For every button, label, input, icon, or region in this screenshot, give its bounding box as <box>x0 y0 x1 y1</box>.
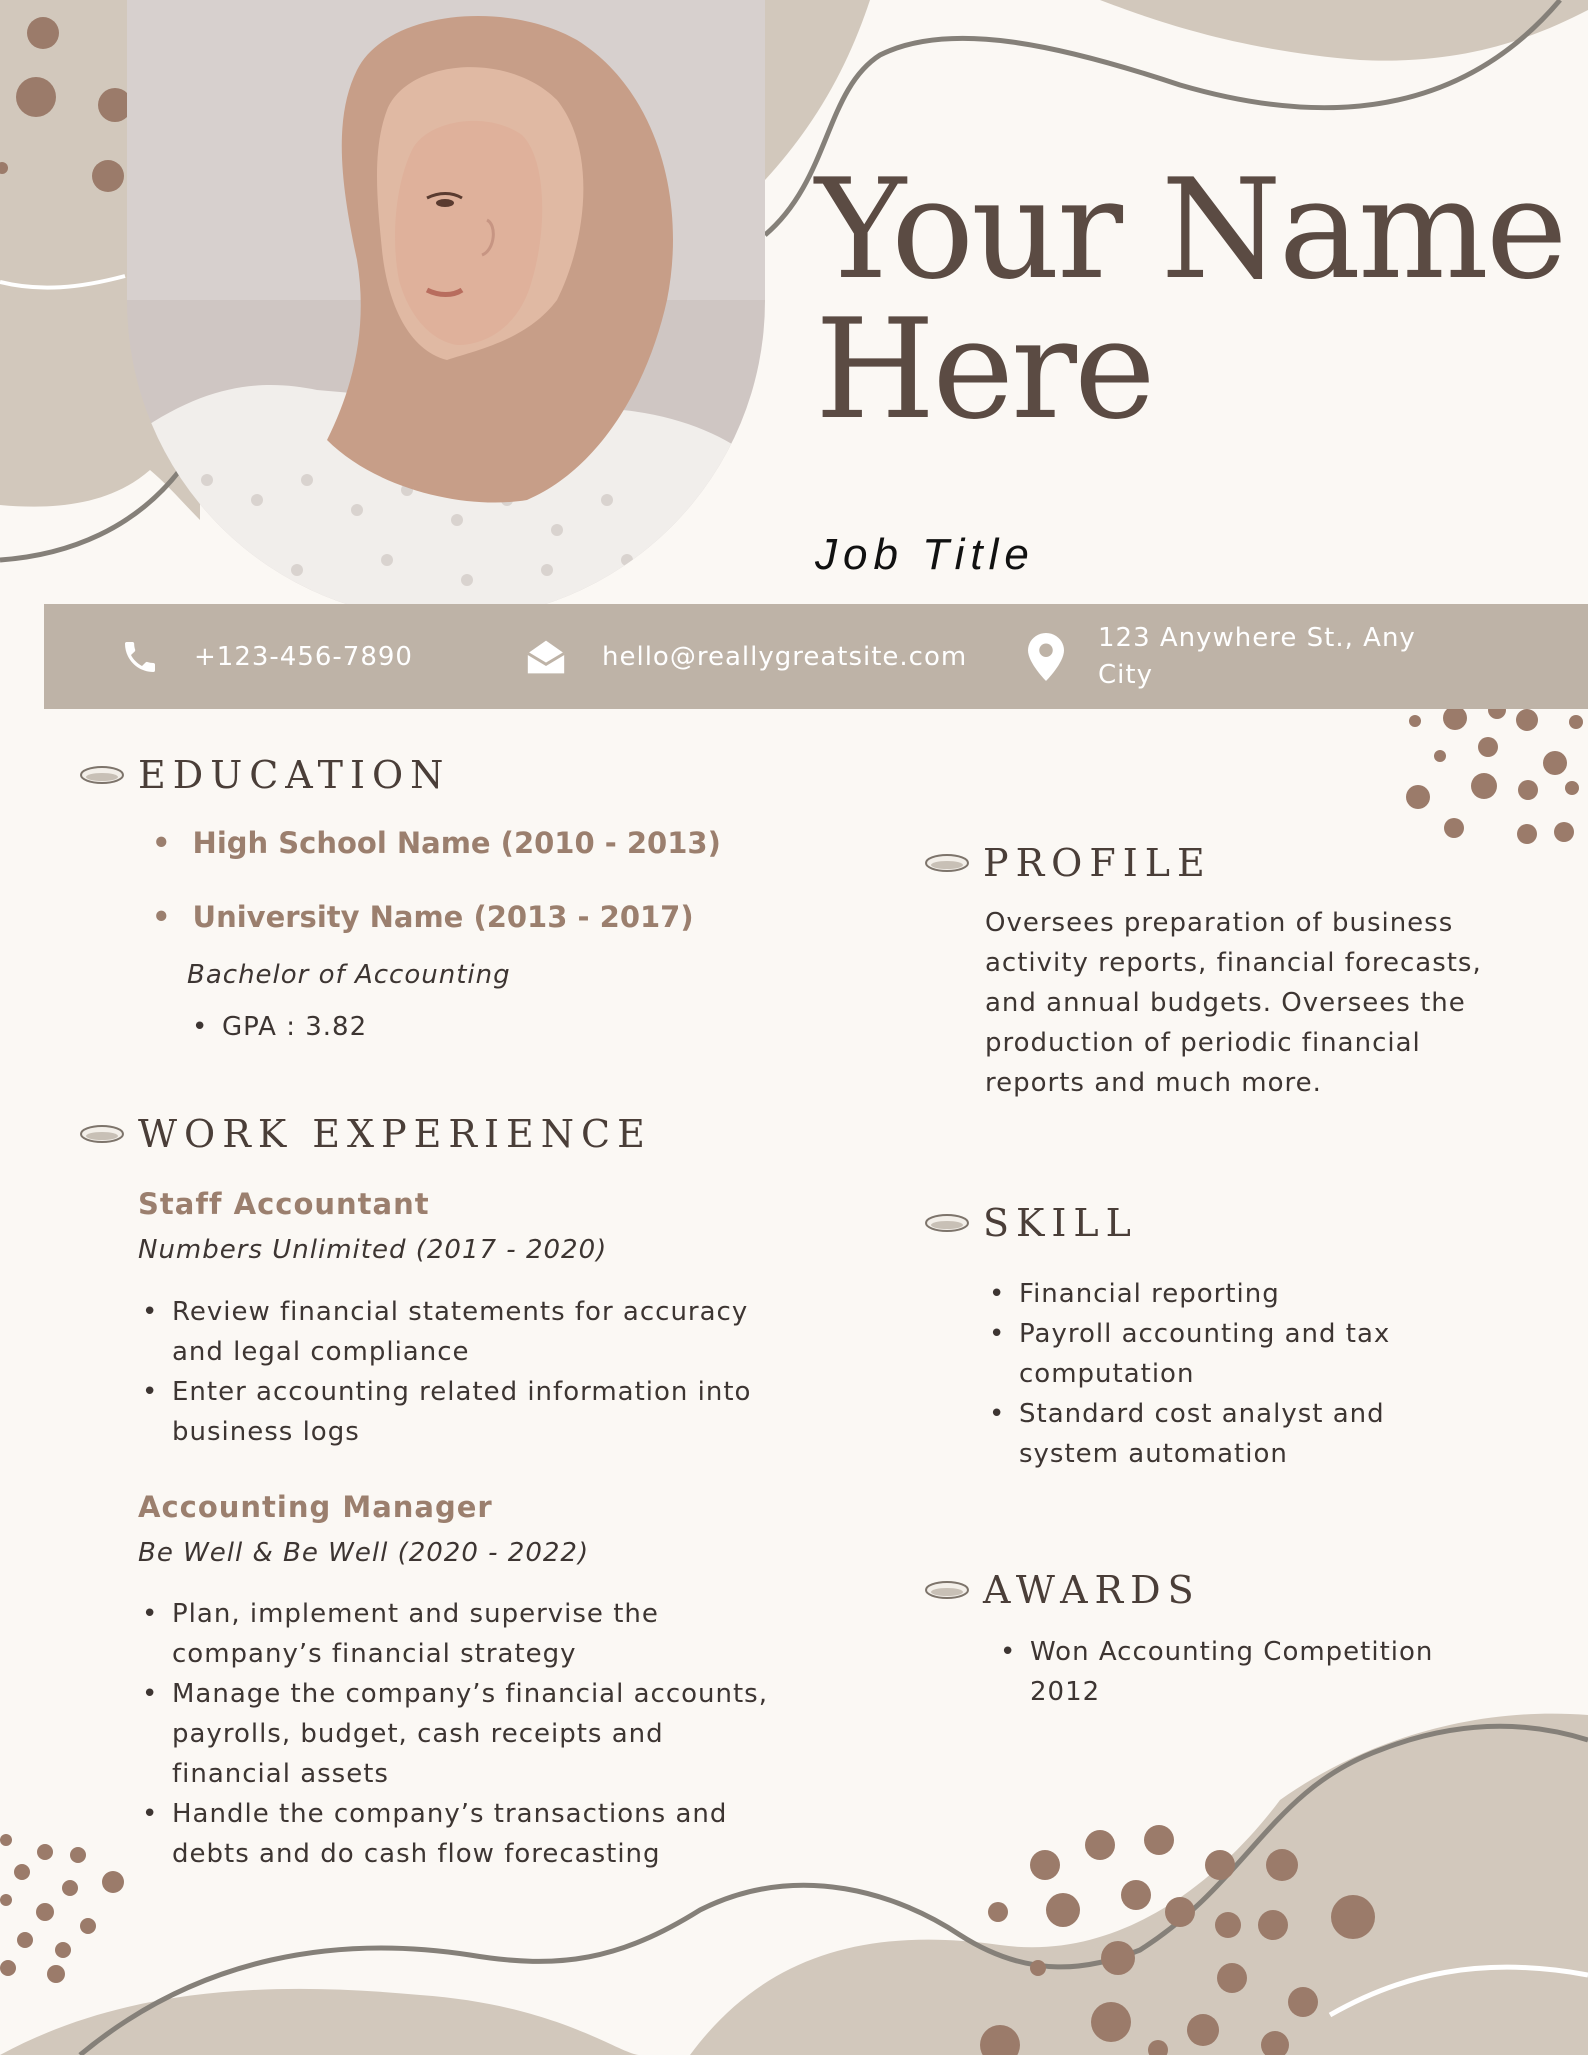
list-item: • Review financial statements for accuracy and legal compliance <box>138 1292 778 1372</box>
list-item: • Manage the company’s financial accounts, payrolls, budget, cash receipts and financial assets <box>138 1674 778 1794</box>
list-item: • Payroll accounting and tax computation <box>985 1314 1445 1394</box>
list-item: • Won Accounting Competition 2012 <box>996 1632 1436 1712</box>
contact-email[interactable] <box>524 604 967 709</box>
job-1-title: Staff Accountant <box>138 1187 430 1221</box>
candidate-name <box>815 149 1565 450</box>
pill-icon <box>80 1125 124 1143</box>
location-pin-icon <box>1028 633 1064 681</box>
pill-icon <box>925 1214 969 1232</box>
job-1-company: Numbers Unlimited (2017 - 2020) <box>138 1235 608 1265</box>
awards-list <box>996 1632 1436 1712</box>
work-heading <box>80 1112 652 1156</box>
job-2-bullets <box>138 1594 778 1874</box>
skill-list <box>985 1274 1445 1474</box>
pill-icon <box>925 854 969 872</box>
profile-title: PROFILE <box>983 841 1212 885</box>
list-item: • Standard cost analyst and system automation <box>985 1394 1445 1474</box>
phone-icon <box>120 637 160 677</box>
education-item-highschool: • High School Name (2010 - 2013) <box>152 826 721 860</box>
profile-heading <box>925 841 1212 885</box>
skill-title: SKILL <box>983 1201 1138 1245</box>
gpa-item: • GPA : 3.82 <box>188 1007 367 1047</box>
name-line-2: Here <box>815 289 1153 450</box>
list-item: • Financial reporting <box>985 1274 1445 1314</box>
skill-heading <box>925 1201 1138 1245</box>
contact-bar <box>44 604 1588 709</box>
job-title: Job Title <box>815 530 1035 579</box>
education-details <box>188 1007 367 1047</box>
profile-photo <box>127 0 765 620</box>
education-heading <box>80 753 450 797</box>
contact-phone[interactable] <box>120 604 413 709</box>
work-title: WORK EXPERIENCE <box>138 1112 652 1156</box>
envelope-icon <box>524 637 568 677</box>
education-title: EDUCATION <box>138 753 451 797</box>
list-item: • Handle the company’s transactions and debts and do cash flow forecasting <box>138 1794 778 1874</box>
job-2-title: Accounting Manager <box>138 1490 493 1524</box>
name-line-1: Your Name <box>815 149 1565 310</box>
contact-address[interactable] <box>1028 604 1416 709</box>
pill-icon <box>925 1581 969 1599</box>
phone-text: +123-456-7890 <box>194 641 413 672</box>
pill-icon <box>80 766 124 784</box>
list-item: • Plan, implement and supervise the company’s financial strategy <box>138 1594 778 1674</box>
job-2-company: Be Well & Be Well (2020 - 2022) <box>138 1538 590 1568</box>
job-1-bullets <box>138 1292 778 1452</box>
education-item-university: • University Name (2013 - 2017) <box>152 900 694 934</box>
address-line-1: 123 Anywhere St., Any <box>1098 622 1416 653</box>
awards-heading <box>925 1568 1201 1612</box>
education-degree: Bachelor of Accounting <box>187 960 511 990</box>
profile-text: Oversees preparation of business activity reports, financial forecasts, and annual budgets. Oversees the production of periodic financial reports and much more. <box>985 908 1482 1098</box>
email-text: hello@reallygreatsite.com <box>602 641 968 672</box>
list-item: • Enter accounting related information into business logs <box>138 1372 778 1452</box>
address-line-2: City <box>1098 659 1153 690</box>
awards-title: AWARDS <box>983 1568 1201 1612</box>
